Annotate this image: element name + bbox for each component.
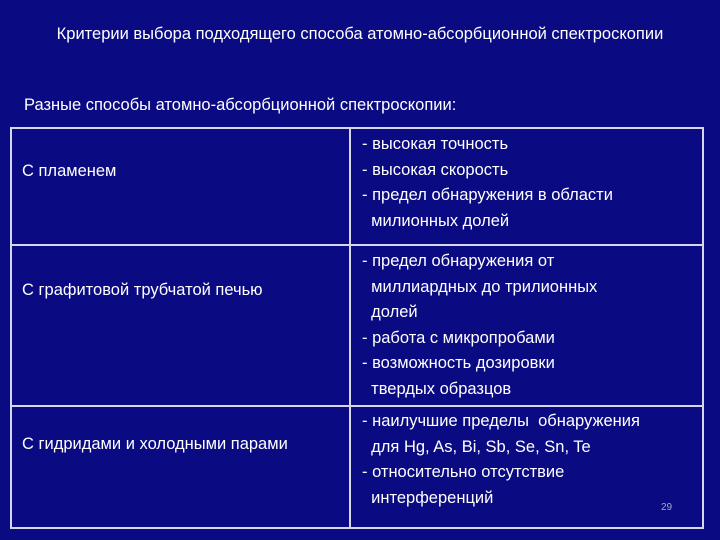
table-column-divider	[349, 127, 351, 529]
slide-subtitle: Разные способы атомно-абсорбционной спектроскопии:	[24, 96, 457, 114]
features-graphite-furnace: - предел обнаружения от миллиардных до трилионных долей - работа с микропробами - возможность дозировки твердых образцов	[362, 252, 598, 398]
table-row-divider	[10, 244, 704, 246]
method-hydride-cold-vapor: С гидридами и холодными парами	[22, 435, 288, 453]
page-number: 29	[661, 502, 673, 513]
features-flame: - высокая точность - высокая скорость - предел обнаружения в области милионных долей	[362, 135, 613, 230]
method-graphite-furnace: С графитовой трубчатой печью	[22, 281, 263, 299]
features-hydride-cold-vapor: - наилучшие пределы обнаружения для Hg, As, Bi, Sb, Se, Sn, Te - относительно отсутствие интерференций	[362, 412, 640, 507]
slide-title: Критерии выбора подходящего способа атомно-абсорбционной спектроскопии	[56, 25, 664, 43]
method-flame: С пламенем	[22, 162, 117, 180]
table-row-divider	[10, 405, 704, 407]
